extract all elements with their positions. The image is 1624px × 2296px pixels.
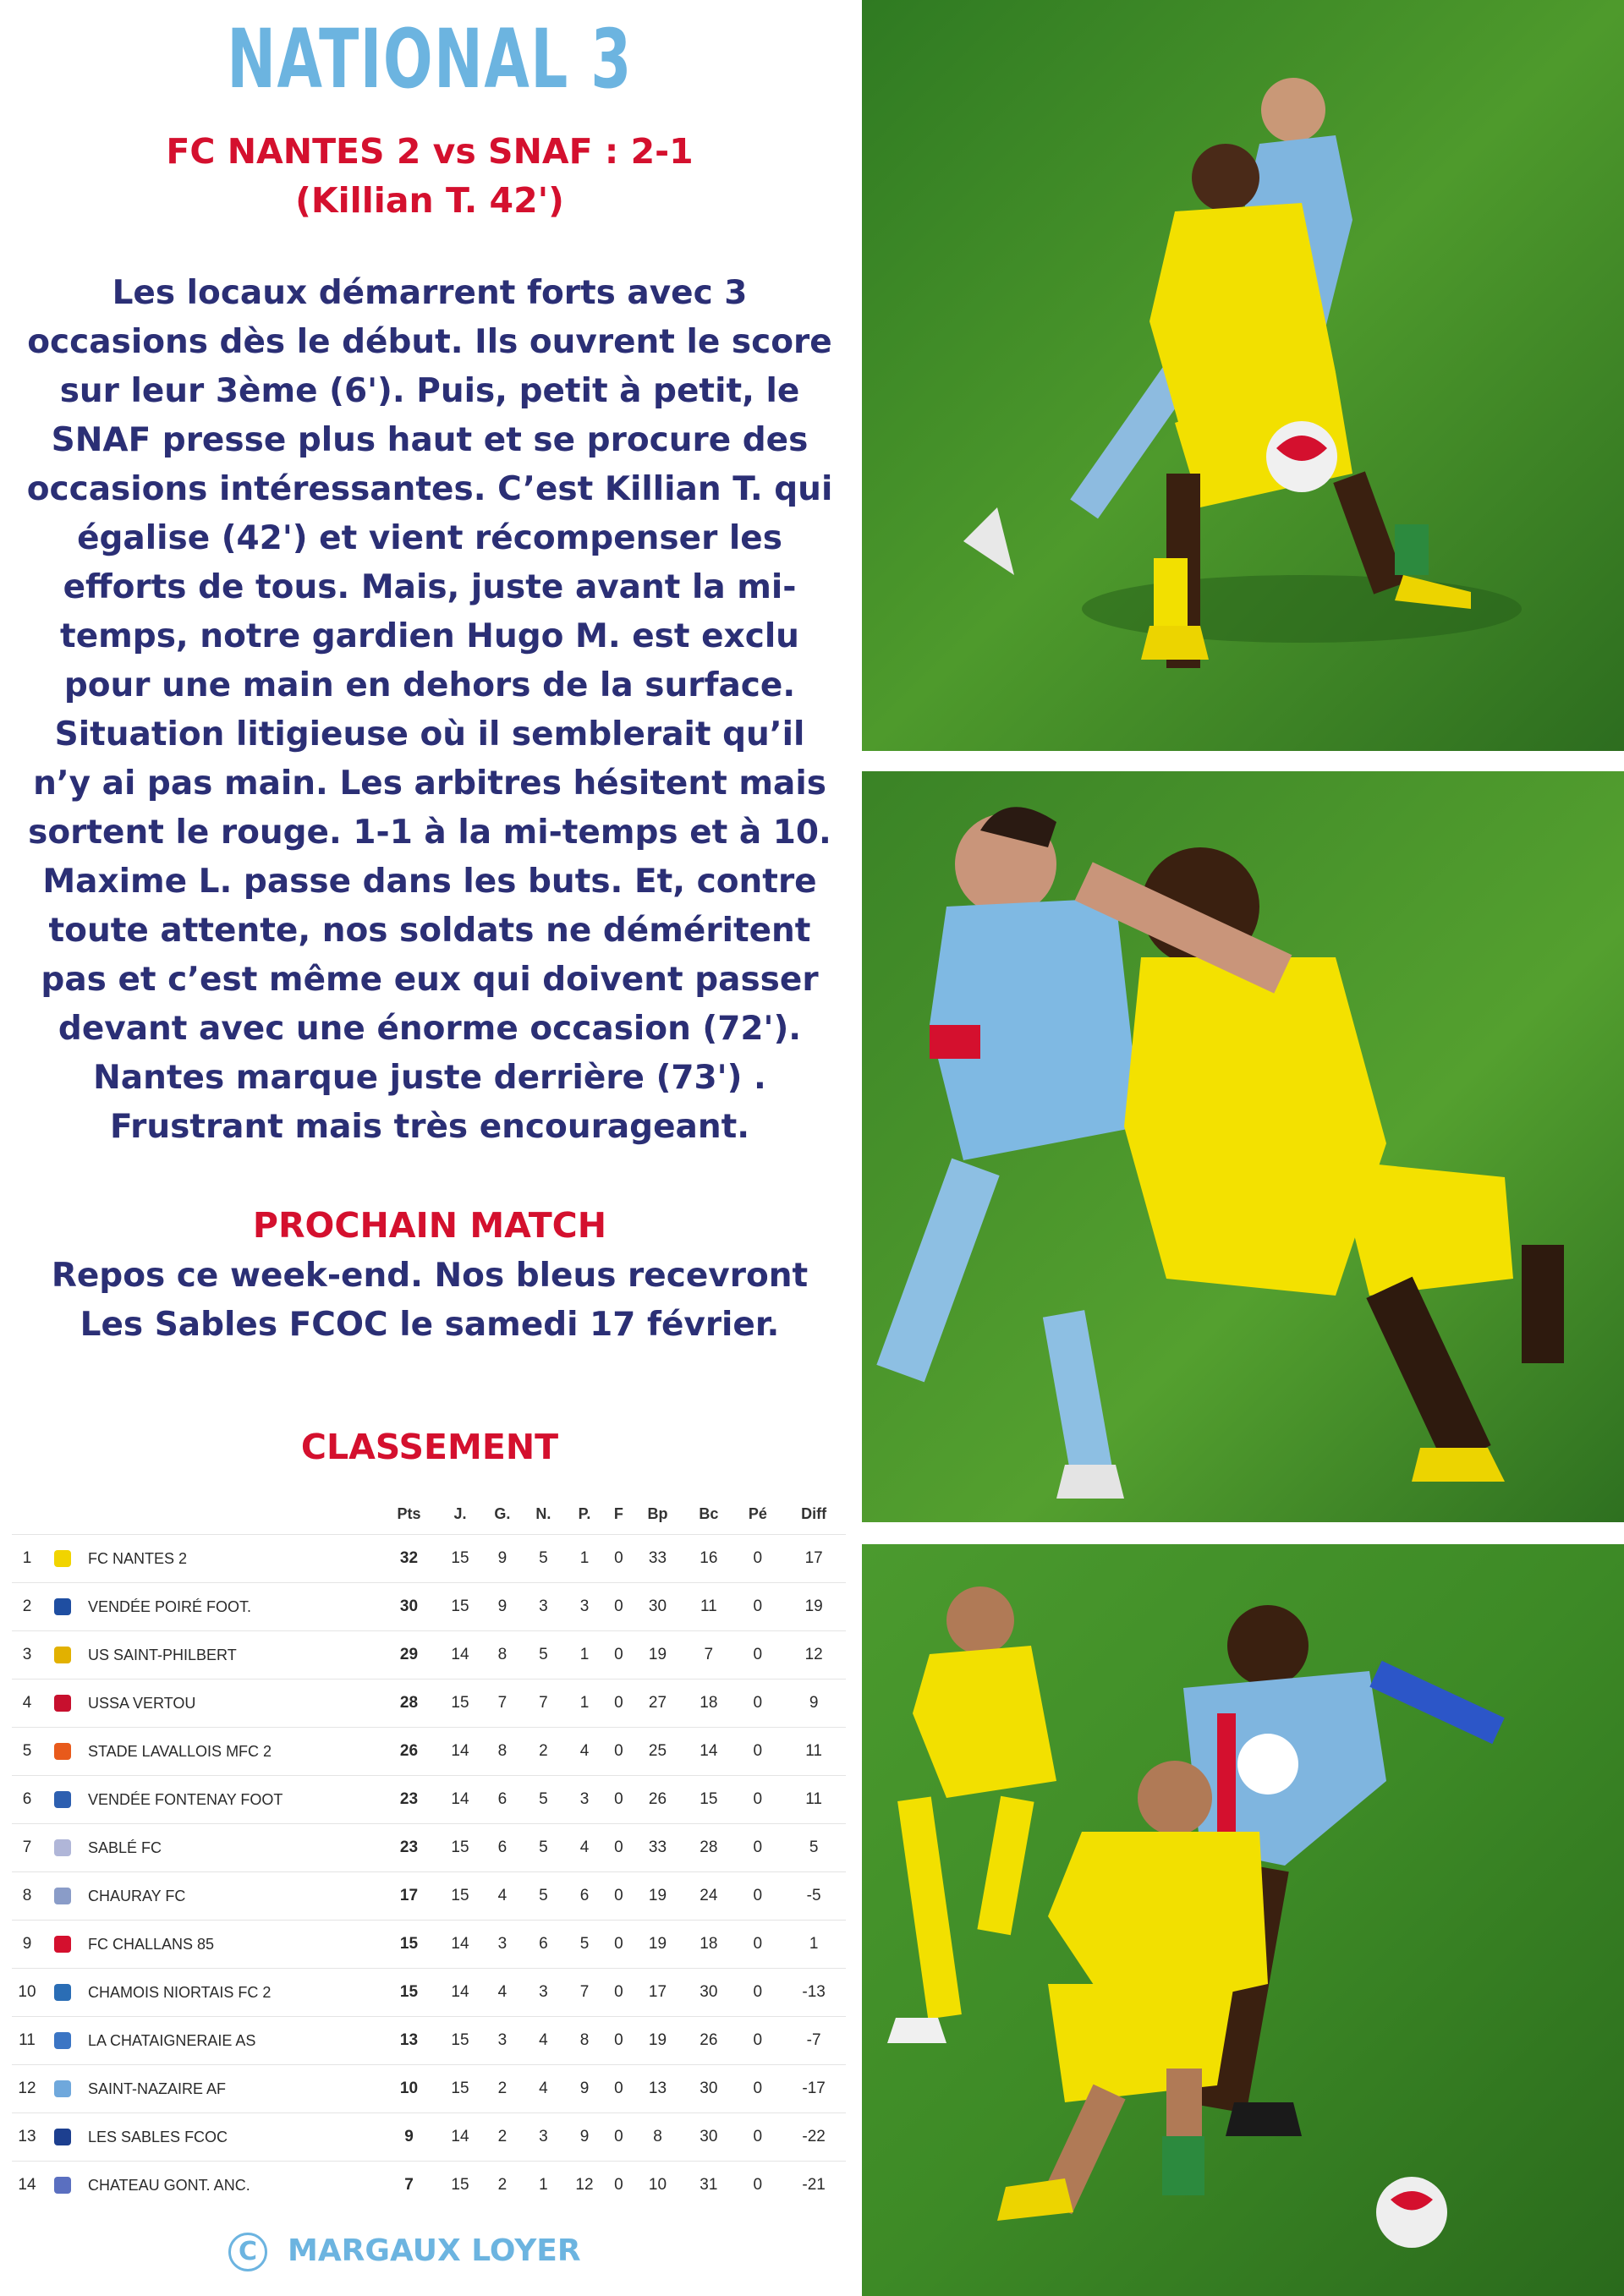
diff-cell: -17: [782, 2065, 846, 2113]
rank-cell: 8: [12, 1872, 42, 1921]
table-row: [12, 1776, 846, 1824]
team-name-cell: SABLÉ FC: [83, 1824, 379, 1872]
n-cell: 5: [524, 1872, 563, 1921]
p-cell: 1: [563, 1535, 606, 1583]
match-photo-2: [862, 771, 1624, 1522]
team-logo-cell: [42, 1776, 83, 1824]
team-logo-icon: [54, 1888, 71, 1904]
pe-cell: 0: [733, 2065, 782, 2113]
n-cell: 4: [524, 2065, 563, 2113]
g-cell: 7: [481, 1680, 524, 1728]
team-name-cell: CHATEAU GONT. ANC.: [83, 2162, 379, 2210]
rank-cell: 6: [12, 1776, 42, 1824]
team-logo-icon: [54, 2032, 71, 2049]
table-row: [12, 1921, 846, 1969]
col-diff: Diff: [801, 1504, 827, 1522]
f-cell: 0: [606, 2065, 632, 2113]
j-cell: 14: [439, 1631, 481, 1680]
col-bp: Bp: [647, 1504, 668, 1522]
pts-cell: 9: [379, 2113, 439, 2162]
pts-cell: 23: [379, 1824, 439, 1872]
bc-cell: 30: [683, 1969, 733, 2017]
n-cell: 5: [524, 1776, 563, 1824]
p-cell: 1: [563, 1631, 606, 1680]
table-row: [12, 2065, 846, 2113]
table-row: [12, 1680, 846, 1728]
p-cell: 8: [563, 2017, 606, 2065]
team-logo-cell: [42, 1872, 83, 1921]
bc-cell: 30: [683, 2113, 733, 2162]
match-photo-3-image: [862, 1544, 1624, 2296]
j-cell: 15: [439, 1535, 481, 1583]
pts-cell: 15: [379, 1969, 439, 2017]
table-row: [12, 2017, 846, 2065]
diff-cell: -13: [782, 1969, 846, 2017]
bp-cell: 33: [632, 1535, 684, 1583]
pe-cell: 0: [733, 1680, 782, 1728]
bc-cell: 16: [683, 1535, 733, 1583]
rank-cell: 5: [12, 1728, 42, 1776]
bc-cell: 31: [683, 2162, 733, 2210]
pe-cell: 0: [733, 2113, 782, 2162]
pts-cell: 7: [379, 2162, 439, 2210]
table-row: [12, 2162, 846, 2210]
rank-cell: 4: [12, 1680, 42, 1728]
table-row: [12, 1728, 846, 1776]
rank-header: [12, 1493, 42, 1535]
table-row: [12, 1872, 846, 1921]
pts-cell: 26: [379, 1728, 439, 1776]
p-cell: 5: [563, 1921, 606, 1969]
bp-cell: 10: [632, 2162, 684, 2210]
j-cell: 14: [439, 1921, 481, 1969]
n-cell: 1: [524, 2162, 563, 2210]
j-cell: 15: [439, 1583, 481, 1631]
bp-cell: 8: [632, 2113, 684, 2162]
diff-cell: 9: [782, 1680, 846, 1728]
standings-title: CLASSEMENT: [300, 1427, 559, 1467]
team-name-cell: LES SABLES FCOC: [83, 2113, 379, 2162]
table-row: [12, 1969, 846, 2017]
p-cell: 12: [563, 2162, 606, 2210]
rank-cell: 13: [12, 2113, 42, 2162]
col-pe: Pé: [748, 1504, 767, 1522]
team-name-cell: FC CHALLANS 85: [83, 1921, 379, 1969]
bp-cell: 19: [632, 1921, 684, 1969]
team-logo-cell: [42, 2162, 83, 2210]
n-cell: 6: [524, 1921, 563, 1969]
f-cell: 0: [606, 1872, 632, 1921]
match-photo-1-image: [862, 0, 1624, 751]
bp-cell: 30: [632, 1583, 684, 1631]
bc-cell: 30: [683, 2065, 733, 2113]
team-name-cell: FC NANTES 2: [83, 1535, 379, 1583]
j-cell: 15: [439, 1680, 481, 1728]
j-cell: 15: [439, 2017, 481, 2065]
p-cell: 4: [563, 1824, 606, 1872]
bp-cell: 19: [632, 2017, 684, 2065]
page-title: NATIONAL 3: [227, 12, 633, 107]
f-cell: 0: [606, 1969, 632, 2017]
diff-cell: -5: [782, 1872, 846, 1921]
team-logo-cell: [42, 1631, 83, 1680]
f-cell: 0: [606, 1921, 632, 1969]
team-name-cell: SAINT-NAZAIRE AF: [83, 2065, 379, 2113]
diff-cell: -7: [782, 2017, 846, 2065]
rank-cell: 2: [12, 1583, 42, 1631]
bc-cell: 28: [683, 1824, 733, 1872]
pe-cell: 0: [733, 1631, 782, 1680]
pe-cell: 0: [733, 1824, 782, 1872]
pe-cell: 0: [733, 1969, 782, 2017]
g-cell: 2: [481, 2113, 524, 2162]
rank-cell: 3: [12, 1631, 42, 1680]
team-name-cell: USSA VERTOU: [83, 1680, 379, 1728]
n-cell: 4: [524, 2017, 563, 2065]
p-cell: 4: [563, 1728, 606, 1776]
pe-cell: 0: [733, 1776, 782, 1824]
g-cell: 2: [481, 2065, 524, 2113]
match-photo-2-image: [862, 771, 1624, 1522]
j-cell: 14: [439, 1776, 481, 1824]
team-logo-icon: [54, 2177, 71, 2194]
photo-credit: [228, 2233, 581, 2271]
bc-cell: 24: [683, 1872, 733, 1921]
team-name-cell: CHAURAY FC: [83, 1872, 379, 1921]
team-logo-icon: [54, 1598, 71, 1615]
bp-cell: 19: [632, 1872, 684, 1921]
pts-cell: 15: [379, 1921, 439, 1969]
n-cell: 5: [524, 1535, 563, 1583]
col-pts: Pts: [397, 1504, 421, 1522]
f-cell: 0: [606, 1824, 632, 1872]
team-logo-icon: [54, 1791, 71, 1808]
j-cell: 15: [439, 1824, 481, 1872]
team-logo-cell: [42, 1824, 83, 1872]
match-photo-1: [862, 0, 1624, 751]
team-logo-cell: [42, 1535, 83, 1583]
pe-cell: 0: [733, 1872, 782, 1921]
team-name-cell: STADE LAVALLOIS MFC 2: [83, 1728, 379, 1776]
j-cell: 15: [439, 2065, 481, 2113]
pts-cell: 30: [379, 1583, 439, 1631]
table-row: [12, 1583, 846, 1631]
next-match-title: PROCHAIN MATCH: [252, 1205, 607, 1246]
team-logo-icon: [54, 1984, 71, 2001]
pe-cell: 0: [733, 1535, 782, 1583]
match-report: Les locaux démarrent forts avec 3 occasions dès le début. Ils ouvrent le score sur leur 3ème (6'). Puis, petit à petit, le SNAF presse plus haut et se procure des occasions intéressantes. C’est Killian T. qui égalise (42') et vient récompenser les efforts de tous. Mais, juste avant la mi-temps, notre gardien Hugo M. est exclu pour une main en dehors de la surface. Situation litigieuse où il semblerait qu’il n’y ai pas main. Les arbitres hésitent mais sortent le rouge. 1-1 à la mi-temps et à 10. Maxime L. passe dans les buts. Et, contre toute attente, nos soldats ne déméritent pas et c’est même eux qui doivent passer devant avec une énorme occasion (72'). Nantes marque juste derrière (73') . Frustrant mais très encourageant.: [26, 274, 833, 1146]
team-logo-cell: [42, 1969, 83, 2017]
table-row: [12, 1631, 846, 1680]
p-cell: 9: [563, 2113, 606, 2162]
bp-cell: 33: [632, 1824, 684, 1872]
f-cell: 0: [606, 2162, 632, 2210]
n-cell: 7: [524, 1680, 563, 1728]
n-cell: 3: [524, 1583, 563, 1631]
team-logo-icon: [54, 1839, 71, 1856]
logo-header: [42, 1493, 83, 1535]
team-logo-cell: [42, 2113, 83, 2162]
f-cell: 0: [606, 1535, 632, 1583]
bc-cell: 11: [683, 1583, 733, 1631]
pts-cell: 32: [379, 1535, 439, 1583]
pts-cell: 13: [379, 2017, 439, 2065]
f-cell: 0: [606, 1776, 632, 1824]
diff-cell: 11: [782, 1728, 846, 1776]
team-logo-icon: [54, 1695, 71, 1712]
team-logo-cell: [42, 2017, 83, 2065]
col-p: P.: [578, 1504, 591, 1522]
n-cell: 2: [524, 1728, 563, 1776]
col-n: N.: [535, 1504, 551, 1522]
pts-cell: 29: [379, 1631, 439, 1680]
team-logo-icon: [54, 1743, 71, 1760]
p-cell: 7: [563, 1969, 606, 2017]
bc-cell: 18: [683, 1680, 733, 1728]
next-match-text: Repos ce week-end. Nos bleus recevront Les Sables FCOC le samedi 17 février.: [51, 1257, 809, 1344]
diff-cell: 1: [782, 1921, 846, 1969]
pe-cell: 0: [733, 1583, 782, 1631]
pe-cell: 0: [733, 2017, 782, 2065]
j-cell: 14: [439, 2113, 481, 2162]
team-logo-icon: [54, 1550, 71, 1567]
g-cell: 9: [481, 1583, 524, 1631]
team-name-cell: LA CHATAIGNERAIE AS: [83, 2017, 379, 2065]
rank-cell: 14: [12, 2162, 42, 2210]
n-cell: 3: [524, 1969, 563, 2017]
copyright-icon: C: [228, 2233, 267, 2271]
team-name-cell: US SAINT-PHILBERT: [83, 1631, 379, 1680]
g-cell: 3: [481, 2017, 524, 2065]
team-logo-cell: [42, 1583, 83, 1631]
diff-cell: 19: [782, 1583, 846, 1631]
bc-cell: 15: [683, 1776, 733, 1824]
bp-cell: 13: [632, 2065, 684, 2113]
f-cell: 0: [606, 1583, 632, 1631]
g-cell: 6: [481, 1776, 524, 1824]
rank-cell: 11: [12, 2017, 42, 2065]
match-scorer: (Killian T. 42'): [295, 180, 564, 221]
pts-cell: 17: [379, 1872, 439, 1921]
team-logo-icon: [54, 1647, 71, 1663]
g-cell: 9: [481, 1535, 524, 1583]
rank-cell: 7: [12, 1824, 42, 1872]
pts-cell: 10: [379, 2065, 439, 2113]
diff-cell: 17: [782, 1535, 846, 1583]
table-row: [12, 1824, 846, 1872]
bc-cell: 26: [683, 2017, 733, 2065]
rank-cell: 9: [12, 1921, 42, 1969]
diff-cell: -22: [782, 2113, 846, 2162]
g-cell: 8: [481, 1631, 524, 1680]
bp-cell: 26: [632, 1776, 684, 1824]
diff-cell: 12: [782, 1631, 846, 1680]
pe-cell: 0: [733, 1921, 782, 1969]
f-cell: 0: [606, 1728, 632, 1776]
team-logo-cell: [42, 1680, 83, 1728]
p-cell: 3: [563, 1583, 606, 1631]
rank-cell: 12: [12, 2065, 42, 2113]
j-cell: 14: [439, 1728, 481, 1776]
col-j: J.: [453, 1504, 467, 1522]
match-result: [0, 127, 859, 225]
g-cell: 4: [481, 1969, 524, 2017]
team-logo-icon: [54, 2080, 71, 2097]
p-cell: 1: [563, 1680, 606, 1728]
rank-cell: 10: [12, 1969, 42, 2017]
bp-cell: 27: [632, 1680, 684, 1728]
pe-cell: 0: [733, 1728, 782, 1776]
f-cell: 0: [606, 2113, 632, 2162]
team-name-cell: CHAMOIS NIORTAIS FC 2: [83, 1969, 379, 2017]
team-logo-icon: [54, 1936, 71, 1953]
f-cell: 0: [606, 1631, 632, 1680]
g-cell: 4: [481, 1872, 524, 1921]
p-cell: 3: [563, 1776, 606, 1824]
match-score: FC NANTES 2 vs SNAF : 2-1: [166, 131, 694, 172]
team-logo-icon: [54, 2129, 71, 2145]
table-row: [12, 1535, 846, 1583]
team-name-cell: VENDÉE POIRÉ FOOT.: [83, 1583, 379, 1631]
g-cell: 8: [481, 1728, 524, 1776]
diff-cell: 5: [782, 1824, 846, 1872]
team-logo-cell: [42, 1921, 83, 1969]
g-cell: 3: [481, 1921, 524, 1969]
bc-cell: 7: [683, 1631, 733, 1680]
bp-cell: 25: [632, 1728, 684, 1776]
diff-cell: -21: [782, 2162, 846, 2210]
table-row: [12, 2113, 846, 2162]
team-logo-cell: [42, 1728, 83, 1776]
team-logo-cell: [42, 2065, 83, 2113]
standings-header-row: [12, 1493, 846, 1535]
n-cell: 3: [524, 2113, 563, 2162]
standings-table: [12, 1493, 846, 2209]
j-cell: 14: [439, 1969, 481, 2017]
col-g: G.: [494, 1504, 511, 1522]
standings-body: [12, 1535, 846, 2210]
bp-cell: 17: [632, 1969, 684, 2017]
p-cell: 6: [563, 1872, 606, 1921]
col-f: F: [613, 1504, 623, 1522]
j-cell: 15: [439, 1872, 481, 1921]
col-bc: Bc: [699, 1504, 719, 1522]
j-cell: 15: [439, 2162, 481, 2210]
diff-cell: 11: [782, 1776, 846, 1824]
pe-cell: 0: [733, 2162, 782, 2210]
n-cell: 5: [524, 1631, 563, 1680]
n-cell: 5: [524, 1824, 563, 1872]
f-cell: 0: [606, 2017, 632, 2065]
pts-cell: 23: [379, 1776, 439, 1824]
rank-cell: 1: [12, 1535, 42, 1583]
team-name-cell: VENDÉE FONTENAY FOOT: [83, 1776, 379, 1824]
bp-cell: 19: [632, 1631, 684, 1680]
f-cell: 0: [606, 1680, 632, 1728]
g-cell: 2: [481, 2162, 524, 2210]
match-photo-3: [862, 1544, 1624, 2296]
team-header: [83, 1493, 379, 1535]
credit-name: MARGAUX LOYER: [288, 2233, 581, 2268]
bc-cell: 14: [683, 1728, 733, 1776]
g-cell: 6: [481, 1824, 524, 1872]
bc-cell: 18: [683, 1921, 733, 1969]
pts-cell: 28: [379, 1680, 439, 1728]
p-cell: 9: [563, 2065, 606, 2113]
